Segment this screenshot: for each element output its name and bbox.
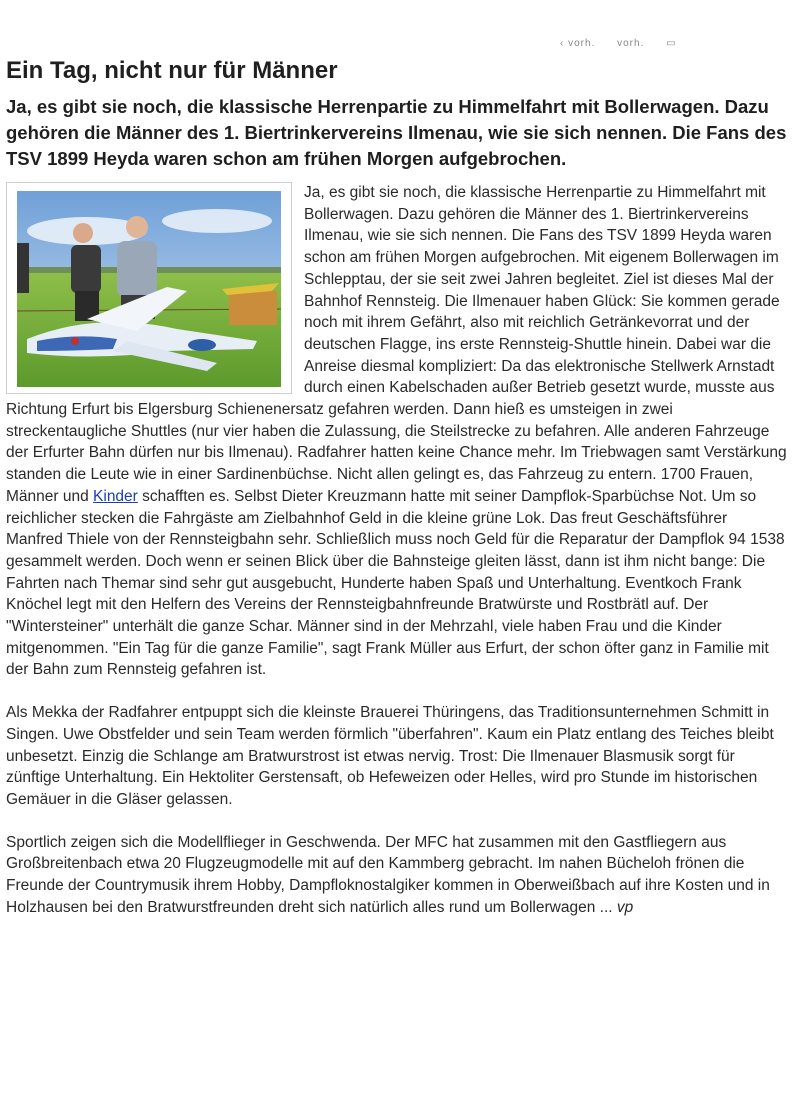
top-toolbar: [560, 38, 695, 52]
article-lead: Ja, es gibt sie noch, die klassische Herrenpartie zu Himmelfahrt mit Bollerwagen. Dazu gehören die Männer des 1. Biertrinkervereins Ilmenau, wie sie sich nennen. Die Fans des TSV 1899 Heyda waren schon am frühen Morgen aufgebrochen.: [6, 96, 787, 169]
article: [6, 56, 788, 940]
article-body: [6, 182, 788, 919]
article-paragraph: [6, 832, 788, 919]
model-airplane-photo: [17, 191, 281, 387]
kinder-link[interactable]: Kinder: [93, 487, 138, 505]
article-title: Ein Tag, nicht nur für Männer: [6, 57, 338, 84]
paragraph-text: Ja, es gibt sie noch, die klassische Herrenpartie zu Himmelfahrt mit Bollerwagen. Dazu gehören die Männer des 1. Biertrinkervereins Ilmenau, wie sie sich nennen. Die Fans des TSV 1899 Heyda waren schon am frühen Morgen aufgebrochen. Mit eigenem Bollerwagen im Schlepptau, der sie seit zwei Jahren begleitet. Ziel ist dieses Mal der Bahnhof Rennsteig. Die Ilmenauer haben Glück: Sie kommen gerade noch mit ihrem Gefährt, also mit reichlich Getränkevorrat und der deutschen Flagge, ins erste Rennsteig-Shuttle hinein. Dabei war die Anreise diesmal kompliziert: Da das elektronische Stellwerk Arnstadt durch einen Kabelschaden außer Betrieb gesetzt wurde, musste aus Richtung Erfurt bis Elgersburg Schienenersatz gefahren werden. Dann hieß es umsteigen in zwei streckentaugliche Shuttles (nur vier haben die Zulassung, die Steilstrecke zu befahren. Alle anderen Fahrzeuge der Erfurter Bahn dürfen nur bis Ilmenau). Radfahrer hatten keine Chance mehr. Im Triebwagen samt Verstärkung standen die Leute wie in einer Sardinenbüchse. Nicht allen gelingt es, das Fahrzeug zu entern. 1700 Frauen, Männer und: [6, 184, 787, 505]
toolbar-item[interactable]: vorh.: [617, 38, 645, 49]
toolbar-item[interactable]: ▭: [666, 38, 677, 49]
article-paragraph: Als Mekka der Radfahrer entpuppt sich die kleinste Brauerei Thüringens, das Traditionsunternehmen Schmitt in Singen. Uwe Obstfelder und sein Team werden förmlich "überfahren". Kaum ein Platz entlang des Teiches bleibt unbesetzt. Einzig die Schlange am Bratwurstrost ist etwas nervig. Trost: Die Ilmenauer Blasmusik sorgt für zünftige Unterhaltung. Ein Hektoliter Gerstensaft, ob Hefeweizen oder Helles, wird pro Stunde im historischen Gemäuer in die Gläser gelassen.: [6, 704, 774, 808]
article-photo: [6, 182, 292, 394]
toolbar-item[interactable]: ‹ vorh.: [560, 38, 596, 49]
paragraph-text: schafften es. Selbst Dieter Kreuzmann hatte mit seiner Dampflok-Sparbüchse Not. Um so reichlicher stecken die Fahrgäste am Zielbahnhof Geld in die kleine grüne Lok. Das freut Geschäftsführer Manfred Thiele von der Rennsteigbahn sehr. Schließlich muss noch Geld für die Reparatur der Dampflok 94 1538 gesammelt werden. Doch wenn er seinen Blick über die Bahnsteige gleiten lässt, dann ist ihm nicht bange: Die Fahrten nach Themar sind sehr gut ausgebucht, Hunderte haben Spaß und Unterhaltung. Eventkoch Frank Knöchel legt mit den Helfern des Vereins der Rennsteigbahnfreunde Bratwürste und Rostbrätl auf. Der "Wintersteiner" unterhält die ganze Schar. Männer sind in der Mehrzahl, viele haben Frau und die Kinder mitgenommen. "Ein Tag für die ganze Familie", sagt Frank Müller aus Erfurt, der schon öfter ganz in Familie mit der Bahn zum Rennsteig gefahren ist.: [6, 487, 785, 679]
paragraph-text: Sportlich zeigen sich die Modellflieger in Geschwenda. Der MFC hat zusammen mit den Gastfliegern aus Großbreitenbach etwa 20 Flugzeugmodelle mit auf den Kammberg gebracht. Im nahen Bücheloh frönen die Freunde der Countrymusik ihrem Hobby, Dampfloknostalgiker kommen in Oberweißbach auf ihre Kosten und in Holzhausen bei den Bratwurstfreunden dreht sich natürlich alles rund um Bollerwagen ...: [6, 833, 770, 916]
author-byline: vp: [616, 898, 634, 916]
